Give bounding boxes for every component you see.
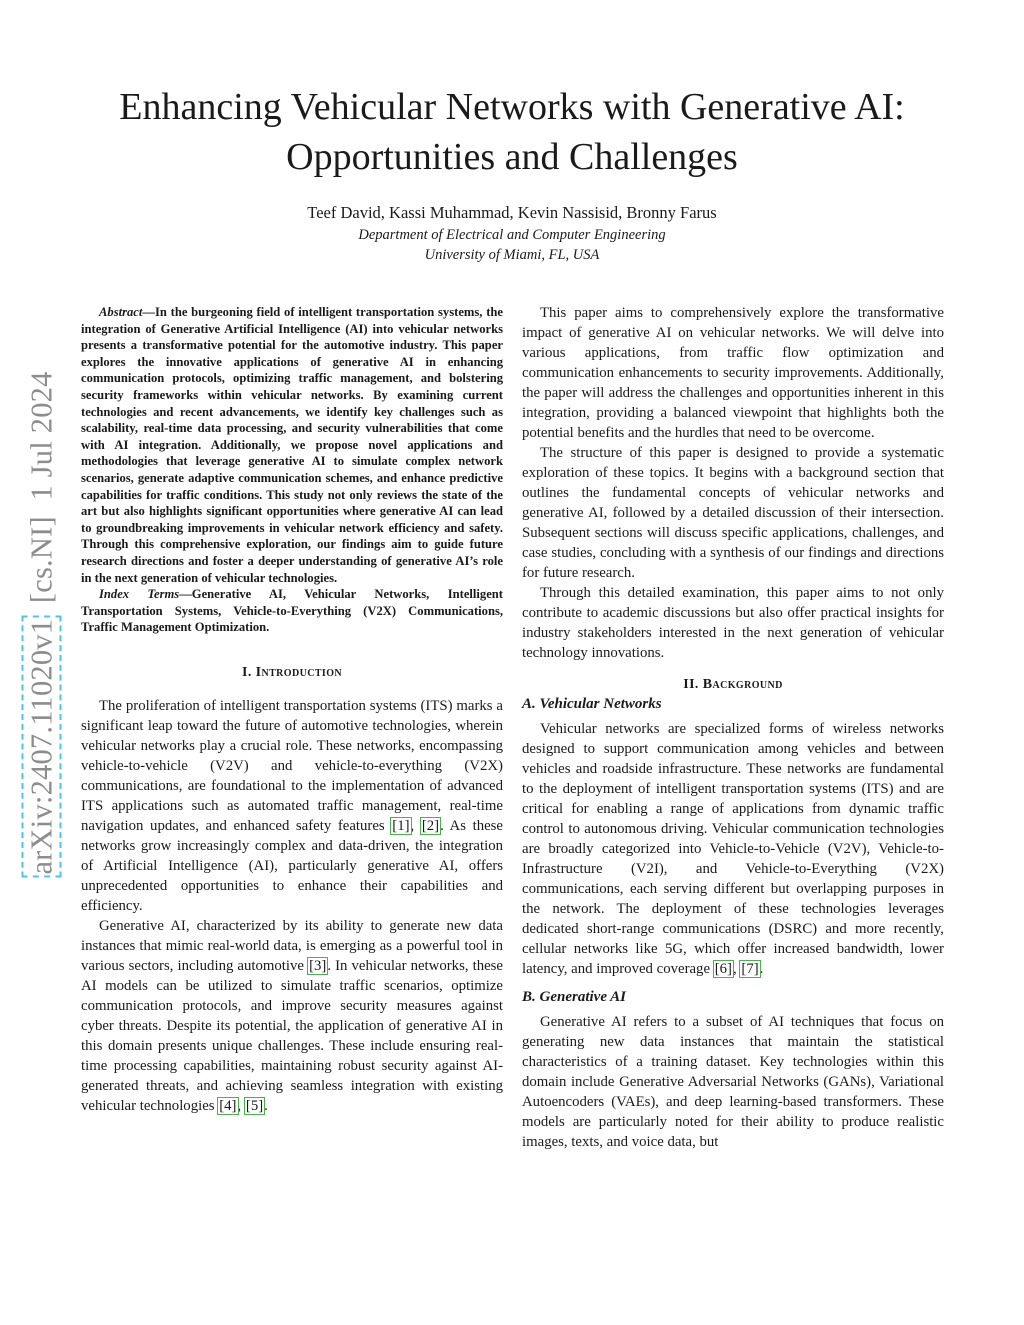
paragraph-end: .	[264, 1097, 268, 1114]
index-terms-label: Index Terms	[99, 587, 180, 602]
citation-link-6[interactable]: [6]	[714, 961, 732, 977]
index-terms-text: Generative AI, Vehicular Networks, Intelligent Transportation Systems, Vehicle-to-Everything (V2X) Communications, Traffic Management Optimization.	[81, 587, 503, 635]
citation-link-5[interactable]: [5]	[245, 1097, 264, 1114]
left-column	[81, 304, 503, 1116]
paper-title-line-2: Opportunities and Challenges	[286, 136, 738, 178]
section-title: Background	[702, 677, 783, 692]
index-terms-dash: —	[179, 587, 192, 602]
section-numeral: II.	[683, 677, 703, 692]
arxiv-date: 1 Jul 2024	[24, 371, 59, 501]
university: University of Miami, FL, USA	[424, 247, 600, 263]
arxiv-stamp-text	[25, 371, 60, 874]
department: Department of Electrical and Computer Engineering	[358, 227, 666, 243]
paragraph-text: Vehicular networks are specialized forms of wireless networks designed to support communication among vehicles and between vehicles and roadside infrastructure. These networks are fundamental to the deployment of intelligent transportation systems (ITS) and are critical for enabling a range of applications from dynamic traffic control to autonomous driving. Vehicular communication technologies are broadly categorized into Vehicle-to-Vehicle (V2V), Vehicle-to-Infrastructure (V2I), and Vehicle-to-Everything (V2X) communications, each serving different but overlapping purposes in the network. The deployment of these technologies leverages dedicated short-range communications (DSRC) and more recently, cellular networks like 5G, which offer increased bandwidth, lower latency, and improved coverage	[522, 721, 944, 977]
citation-link-4[interactable]: [4]	[219, 1097, 237, 1114]
intro-paragraph-2	[81, 916, 503, 1116]
citation-link-3[interactable]: [3]	[309, 957, 327, 974]
abstract-dash: —	[142, 305, 155, 319]
paper-title	[60, 82, 964, 182]
arxiv-category: [cs.NI]	[24, 516, 59, 604]
arxiv-stamp	[20, 338, 64, 908]
intro-paragraph-4: The structure of this paper is designed to provide a systematic exploration of these topics. It begins with a background section that outlines the fundamental concepts of vehicular networks and generative AI, followed by a detailed discussion of their intersection. Subsequent sections will discuss specific applications, challenges, and case studies, concluding with a synthesis of our findings and directions for future research.	[522, 445, 944, 581]
section-title: Introduction	[255, 664, 343, 680]
author-list: Teef David, Kassi Muhammad, Kevin Nassisid, Bronny Farus	[307, 203, 717, 222]
abstract-text: In the burgeoning field of intelligent transportation systems, the integration of Generative Artificial Intelligence (AI) into vehicular networks presents a transformative potential for the automotive industry. This paper explores the innovative applications of generative AI in enhancing communication protocols, optimizing traffic management, and bolstering security frameworks within vehicular networks. By examining current technologies and recent advancements, we identify key challenges such as scalability, real-time data processing, and security vulnerabilities that come with AI integration. Additionally, we propose novel applications and methodologies that leverage generative AI to simulate complex network scenarios, generate adaptive communication schemes, and enhance predictive capabilities for traffic conditions. This study not only reviews the state of the art but also highlights significant opportunities where generative AI can lead to groundbreaking improvements in vehicular network efficiency and safety. Through this comprehensive exploration, our findings aim to guide future research directions and foster a deeper understanding of generative AI’s role in the next generation of vehicular technologies.	[81, 305, 503, 585]
arxiv-identifier-link[interactable]: arXiv:2407.11020v1	[24, 618, 59, 875]
background-paragraph-2: Generative AI refers to a subset of AI techniques that focus on generating new data instances that maintain the statistical characteristics of a training dataset. Key technologies within this domain include Generative Adversarial Networks (GANs), Variational Autoencoders (VAEs), and deep learning-based transformers. These models are particularly noted for their ability to produce realistic images, texts, and voice data, but	[522, 1014, 944, 1150]
paper-title-line-1: Enhancing Vehicular Networks with Generative AI:	[119, 86, 905, 128]
citation-separator: ,	[410, 817, 421, 834]
abstract	[81, 304, 503, 586]
paragraph-text: . In vehicular networks, these AI models can be utilized to simulate traffic scenarios, optimize communication protocols, and improve security measures against cyber threats. Despite its potential, the application of generative AI in this domain presents unique challenges. These include ensuring real-time processing capabilities, maintaining robust security against AI-generated threats, and achieving seamless integration with existing vehicular technologies	[81, 957, 503, 1114]
citation-link-2[interactable]: [2]	[421, 817, 440, 834]
paragraph-text: Generative AI, characterized by its ability to generate new data instances that mimic real-world data, is emerging as a powerful tool in various sectors, including automotive	[81, 917, 503, 974]
section-numeral: I.	[241, 664, 256, 680]
abstract-label: Abstract	[99, 305, 143, 319]
subsection-heading-vehicular-networks: A. Vehicular Networks	[522, 696, 662, 712]
subsection-heading-generative-ai: B. Generative AI	[522, 989, 627, 1005]
paragraph-end: .	[759, 961, 764, 977]
intro-paragraph-5: Through this detailed examination, this paper aims to not only contribute to academic discussions but also offer practical insights for industry stakeholders interested in the next generation of vehicular technology innovations.	[522, 585, 944, 661]
citation-link-1[interactable]: [1]	[392, 817, 410, 834]
right-column	[522, 303, 944, 1152]
citation-link-7[interactable]: [7]	[741, 961, 759, 977]
paragraph-text: The proliferation of intelligent transportation systems (ITS) marks a significant leap toward the future of automotive technologies, wherein vehicular networks play a crucial role. These networks, encompassing vehicle-to-vehicle (V2V) and vehicle-to-everything (V2X) communications, are foundational to the implementation of advanced ITS applications such as automated traffic management, real-time navigation updates, and enhanced safety features	[81, 697, 503, 834]
citation-separator: ,	[733, 961, 741, 977]
paragraph-text: . As these networks grow increasingly complex and data-driven, the integration of Artificial Intelligence (AI), particularly generative AI, offers unprecedented opportunities to enhance their capabilities and efficiency.	[81, 817, 503, 914]
index-terms	[81, 586, 503, 636]
section-heading-introduction	[81, 665, 503, 681]
citation-separator: ,	[237, 1097, 245, 1114]
background-paragraph-1	[522, 719, 944, 979]
section-heading-background	[522, 677, 944, 693]
intro-paragraph-1	[81, 696, 503, 916]
intro-paragraph-3: This paper aims to comprehensively explore the transformative impact of generative AI on vehicular networks. We will delve into various applications, from traffic flow optimization and communication enhancements to security improvements. Additionally, the paper will address the challenges and opportunities inherent in this integration, providing a balanced viewpoint that highlights both the potential benefits and the hurdles that need to be overcome.	[522, 305, 944, 441]
